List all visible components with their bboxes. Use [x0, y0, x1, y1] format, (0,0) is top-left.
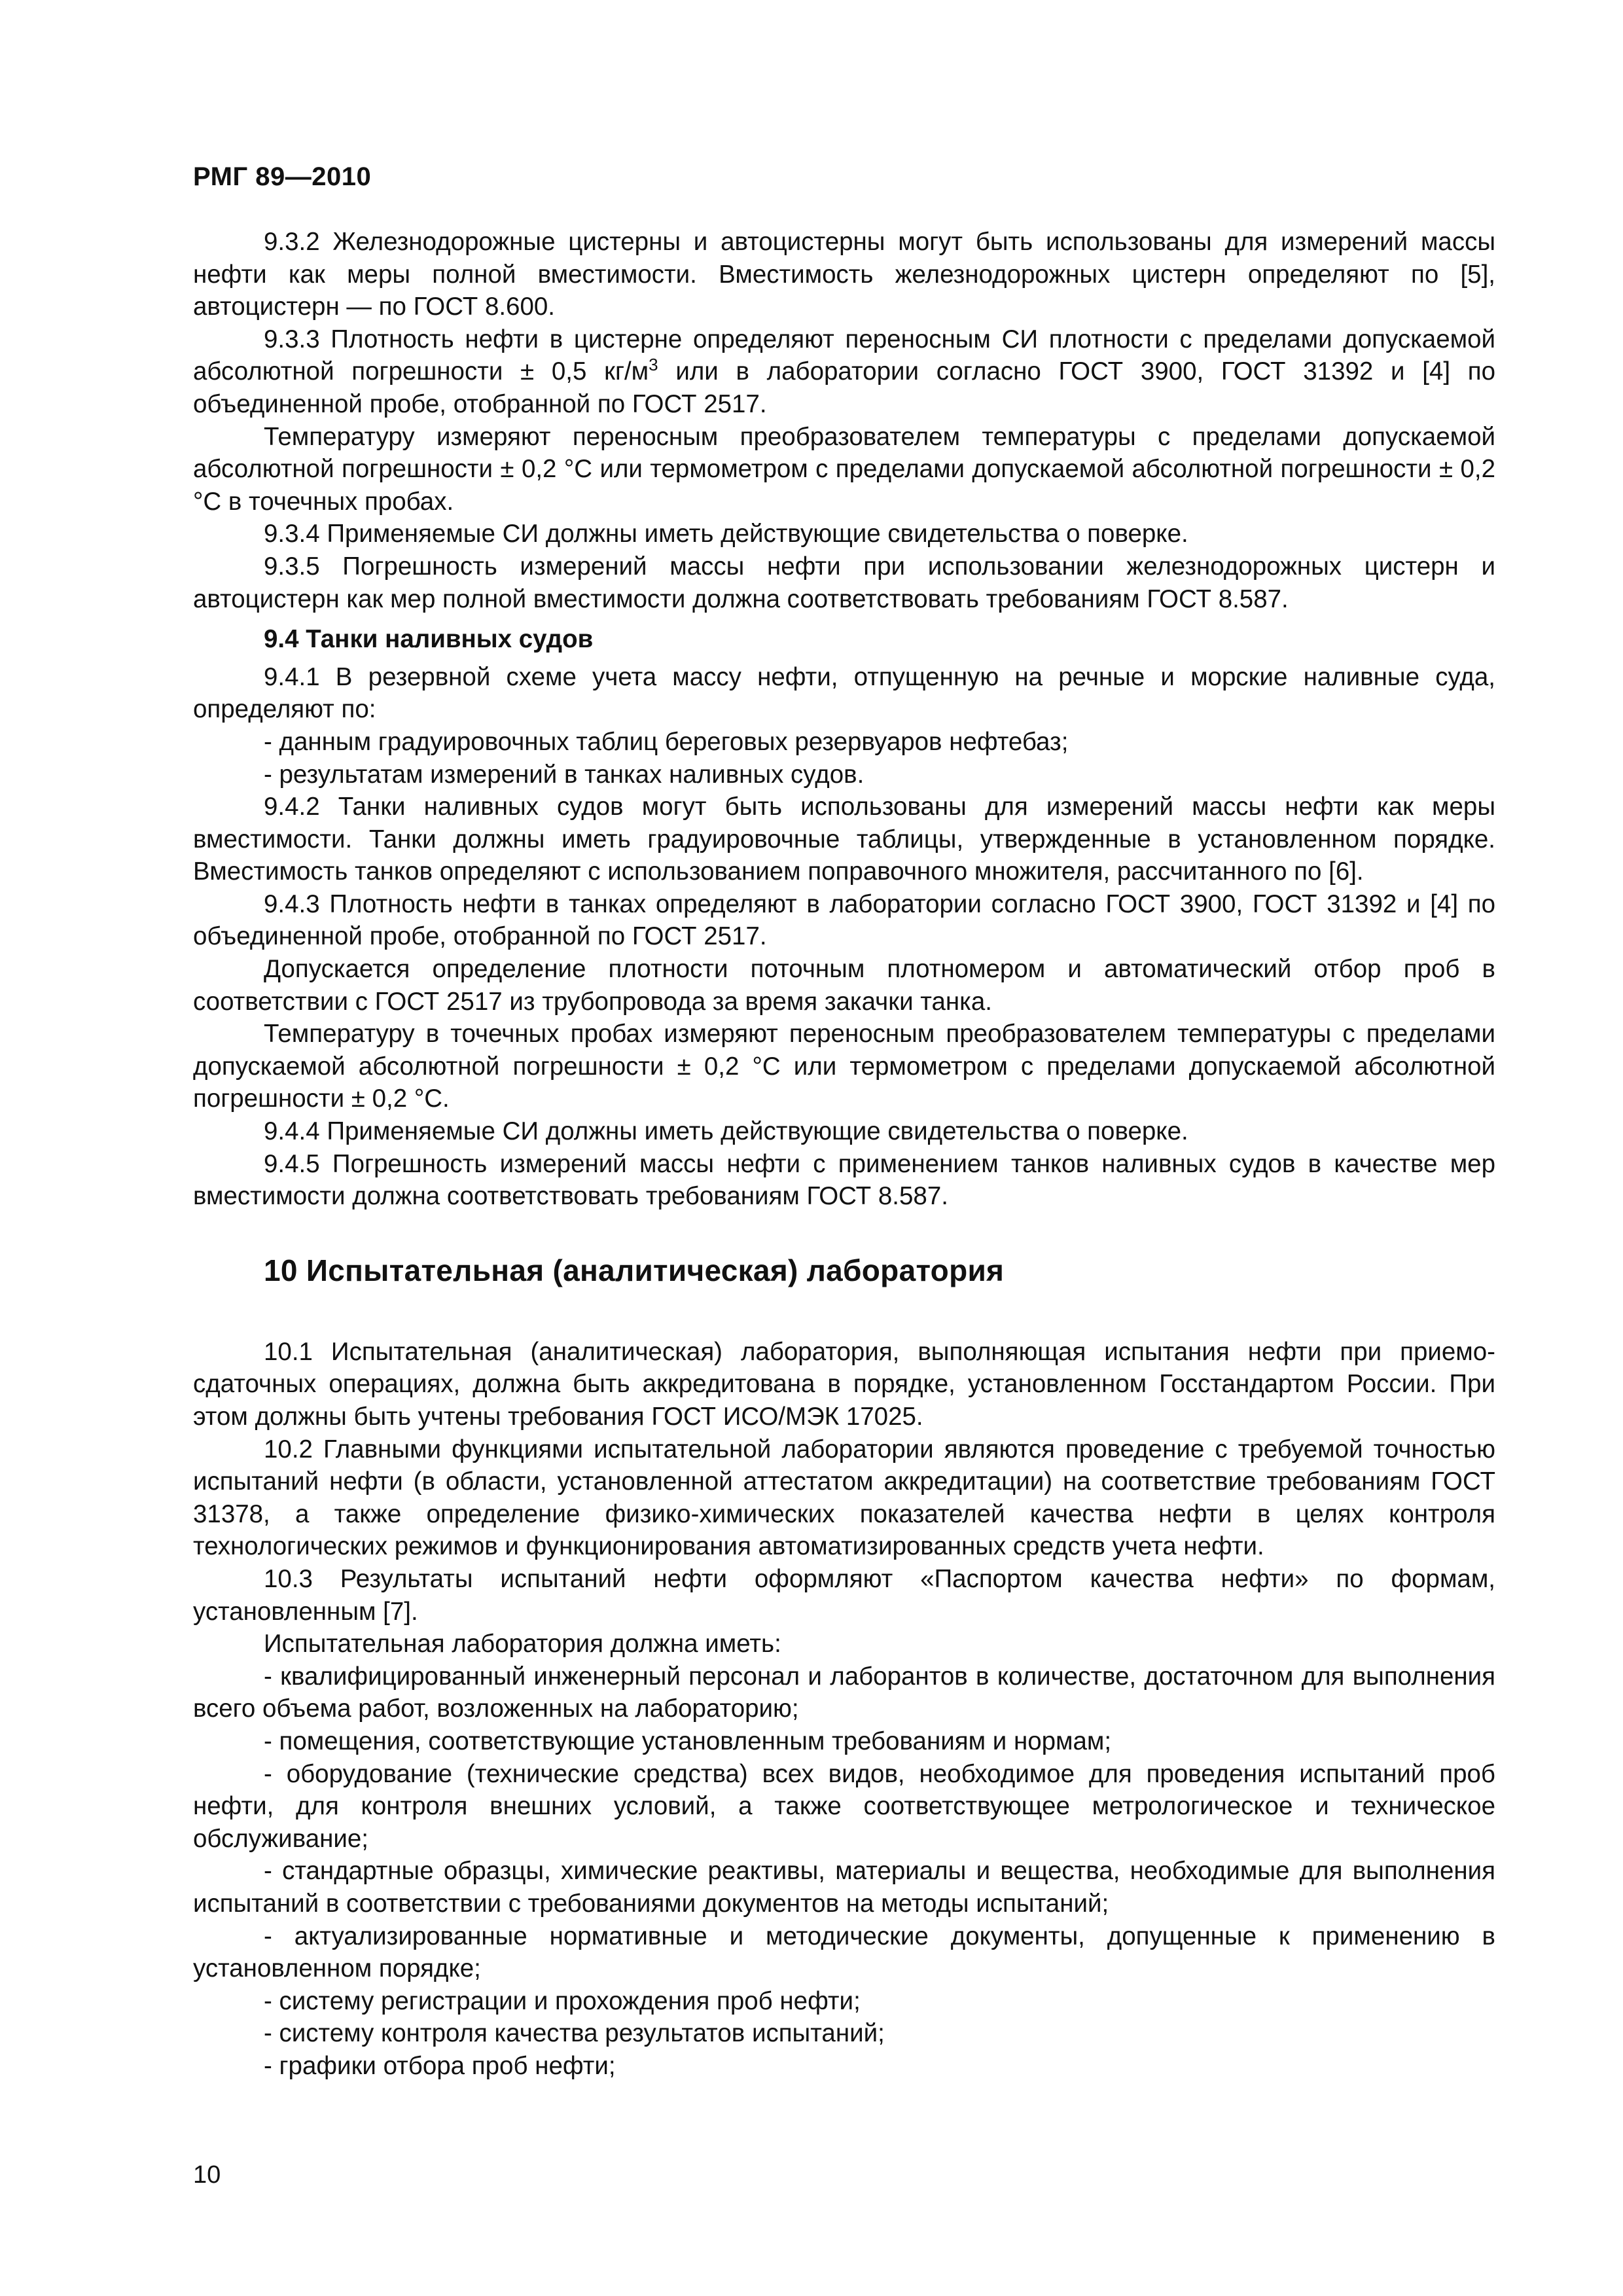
document-code-header: РМГ 89—2010 — [193, 162, 372, 191]
list-item-10-d: - стандартные образцы, химические реактивы, материалы и вещества, необходимые для выполнения испытаний в соответствии с требованиями документов на методы испытаний; — [193, 1857, 1495, 1918]
paragraph-9-3-5: 9.3.5 Погрешность измерений массы нефти при использовании железнодорожных цистерн и автоцистерн как мер полной вместимости должна соответствовать требованиям ГОСТ 8.587. — [193, 552, 1495, 613]
paragraph-9-4-4: 9.4.4 Применяемые СИ должны иметь действующие свидетельства о поверке. — [264, 1117, 1188, 1146]
list-item-9-4-1-b: - результатам измерений в танках наливных судов. — [264, 760, 865, 789]
paragraph-9-3-3 — [193, 323, 1495, 421]
page-number: 10 — [193, 2161, 221, 2189]
paragraph-9-3-3-temperature: Температуру измеряют переносным преобразователем температуры с пределами допускаемой абсолютной погрешности ± 0,2 °С или термометром с пределами допускаемой абсолютной погрешности ± 0,2 °С в точечных пробах. — [193, 422, 1495, 516]
list-item-10-c: - оборудование (технические средства) всех видов, необходимое для проведения испытаний проб нефти, для контроля внешних условий, а также соответствующее метрологическое и техническое обслуживание; — [193, 1759, 1495, 1853]
paragraph-9-4-5: 9.4.5 Погрешность измерений массы нефти с применением танков наливных судов в качестве мер вместимости должна соответствовать требованиям ГОСТ 8.587. — [193, 1149, 1495, 1211]
paragraph-9-3-4: 9.3.4 Применяемые СИ должны иметь действующие свидетельства о поверке. — [264, 520, 1188, 548]
paragraph-9-4-2: 9.4.2 Танки наливных судов могут быть использованы для измерений массы нефти как меры вместимости. Танки должны иметь градуировочные таблицы, утвержденные в установленном порядке. Вместимость танков определяют с использованием поправочного множителя, рассчитанного по [6]. — [193, 793, 1495, 886]
list-item-9-4-1-a: - данным градуировочных таблиц береговых резервуаров нефтебаз; — [264, 727, 1069, 756]
section-heading-10: 10 Испытательная (аналитическая) лаборатория — [264, 1253, 1005, 1287]
paragraph-9-4-3-temperature: Температуру в точечных пробах измеряют переносным преобразователем температуры с пределами допускаемой абсолютной погрешности ± 0,2 °С или термометром с пределами допускаемой абсолютной погрешности ± 0,2 °С. — [193, 1020, 1495, 1113]
cubic-superscript: 3 — [649, 355, 658, 375]
list-item-10-f: - систему регистрации и прохождения проб нефти; — [264, 1986, 861, 2015]
list-item-10-b: - помещения, соответствующие установленным требованиям и нормам; — [264, 1727, 1112, 1755]
list-item-10-g: - систему контроля качества результатов испытаний; — [264, 2019, 885, 2048]
paragraph-9-4-1: 9.4.1 В резервной схеме учета массу нефти, отпущенную на речные и морские наливные суда, определяют по: — [193, 662, 1495, 724]
paragraph-10-3-requirements: Испытательная лаборатория должна иметь: — [264, 1630, 781, 1659]
paragraph-9-3-2: 9.3.2 Железнодорожные цистерны и автоцистерны могут быть использованы для измерений массы нефти как меры полной вместимости. Вместимость железнодорожных цистерн определяют по [5], автоцистерн — по ГОСТ 8.600. — [193, 228, 1495, 321]
paragraph-9-3-3-part-b: или в лаборатории согласно ГОСТ 3900, ГОСТ 31392 и [4] по объединенной пробе, отобранной по ГОСТ 2517. — [193, 357, 1495, 418]
subsection-heading-9-4: 9.4 Танки наливных судов — [264, 625, 594, 654]
paragraph-10-1: 10.1 Испытательная (аналитическая) лаборатория, выполняющая испытания нефти при приемо-сдаточных операциях, должна быть аккредитована в порядке, установленном Госстандартом России. При этом должны быть учтены требования ГОСТ ИСО/МЭК 17025. — [193, 1337, 1495, 1431]
document-body — [193, 226, 1495, 2082]
list-item-10-e: - актуализированные нормативные и методические документы, допущенные к применению в установленном порядке; — [193, 1922, 1495, 1983]
list-item-10-h: - графики отбора проб нефти; — [264, 2051, 616, 2080]
paragraph-10-2: 10.2 Главными функциями испытательной лаборатории являются проведение с требуемой точностью испытаний нефти (в области, установленной аттестатом аккредитации) на соответствие требованиям ГОСТ 31378, а также определение физико-химических показателей качества нефти в целях контроля технологических режимов и функционирования автоматизированных средств учета нефти. — [193, 1435, 1495, 1561]
list-item-10-a: - квалифицированный инженерный персонал и лаборантов в количестве, достаточном для выполнения всего объема работ, возложенных на лабораторию; — [193, 1662, 1495, 1723]
paragraph-9-3-3-part-a: 9.3.3 Плотность нефти в цистерне определяют переносным СИ плотности с пределами допускаемой абсолютной погрешности ± 0,5 кг/м — [193, 325, 1495, 386]
paragraph-9-4-3-density: Допускается определение плотности поточным плотномером и автоматический отбор проб в соответствии с ГОСТ 2517 из трубопровода за время закачки танка. — [193, 955, 1495, 1016]
paragraph-10-3: 10.3 Результаты испытаний нефти оформляют «Паспортом качества нефти» по формам, установленным [7]. — [193, 1564, 1495, 1626]
paragraph-9-4-3: 9.4.3 Плотность нефти в танках определяют в лаборатории согласно ГОСТ 3900, ГОСТ 31392 и [4] по объединенной пробе, отобранной по ГОСТ 2517. — [193, 889, 1495, 951]
